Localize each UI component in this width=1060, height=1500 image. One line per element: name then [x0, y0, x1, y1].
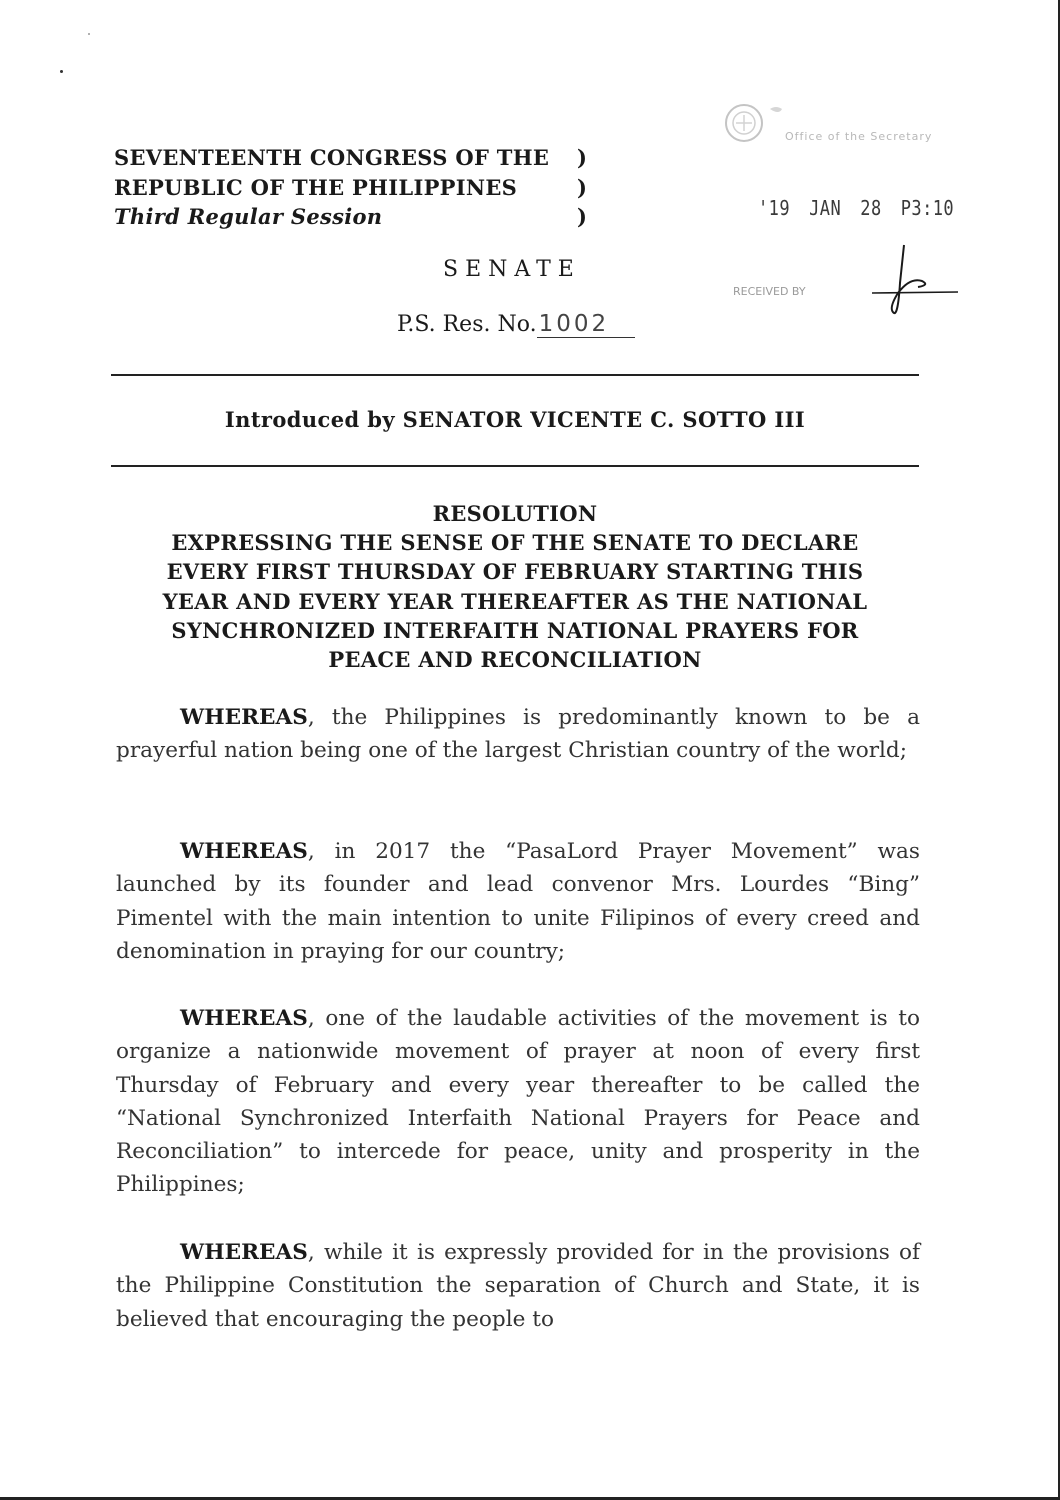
caption-line-congress: SEVENTEENTH CONGRESS OF THE	[114, 145, 550, 170]
resolution-number-value: 1002	[537, 311, 635, 338]
caption-bracket: )	[577, 174, 588, 200]
handwritten-signature	[858, 243, 963, 318]
caption-bracket: )	[577, 145, 588, 170]
resolution-title-line: YEAR AND EVERY YEAR THEREAFTER AS THE NATIONAL	[162, 588, 868, 614]
clause-text: , one of the laudable activities of the movement is to organize a nationwide movement of prayer at noon of every first Thursday of February and every year thereafter to be called the “National Synchronized Interfaith National Prayers for Peace and Reconciliation” to intercede for peace, unity and prosperity in the Philippines;	[116, 1006, 920, 1198]
stamp-received-datetime: '19 JAN 28 P3:10	[758, 196, 955, 220]
resolution-label: RESOLUTION	[432, 501, 598, 526]
resolution-title	[111, 499, 919, 674]
scan-speck	[60, 70, 63, 73]
whereas-clause-2	[116, 835, 920, 968]
caption-line-session: Third Regular Session	[114, 204, 383, 229]
divider-bottom	[111, 465, 919, 467]
stamp-office-text: Office of the Secretary	[785, 130, 933, 143]
whereas-keyword: WHEREAS	[180, 839, 308, 864]
clause-text: , while it is expressly provided for in the provisions of the Philippine Constitution the separation of Church and State, it is believed that encouraging the people to	[116, 1240, 920, 1332]
introduced-by: Introduced by SENATOR VICENTE C. SOTTO III	[224, 407, 806, 432]
caption-line-republic: REPUBLIC OF THE PHILIPPINES	[114, 174, 518, 200]
clause-text: , the Philippines is predominantly known to be a prayerful nation being one of the largest Christian country of the world;	[116, 705, 920, 764]
resolution-title-line: SYNCHRONIZED INTERFAITH NATIONAL PRAYERS FOR	[171, 617, 859, 643]
caption-bracket: )	[577, 204, 588, 229]
whereas-keyword: WHEREAS	[180, 1240, 308, 1265]
whereas-keyword: WHEREAS	[180, 705, 308, 730]
resolution-title-line: EXPRESSING THE SENSE OF THE SENATE TO DECLARE	[171, 530, 859, 556]
whereas-clause-1	[116, 701, 920, 768]
resolution-title-line: PEACE AND RECONCILIATION	[328, 647, 702, 673]
resolution-number	[397, 311, 635, 338]
resolution-title-line: EVERY FIRST THURSDAY OF FEBRUARY STARTING THIS	[166, 559, 864, 585]
resolution-number-prefix: P.S. Res. No.	[397, 312, 537, 337]
chamber-label: SENATE	[443, 257, 581, 282]
divider-top	[111, 374, 919, 376]
congress-caption	[114, 143, 588, 232]
clause-text: , in 2017 the “PasaLord Prayer Movement” was launched by its founder and lead convenor Mrs. Lourdes “Bing” Pimentel with the main intention to unite Filipinos of every creed and denomination in praying for our country;	[116, 839, 920, 964]
stamp-received-label: RECEIVED BY	[733, 285, 806, 298]
whereas-clause-3	[116, 1002, 920, 1202]
whereas-clause-4	[116, 1236, 920, 1336]
scan-speck	[88, 33, 90, 35]
whereas-keyword: WHEREAS	[180, 1006, 308, 1031]
senate-seal-icon	[722, 95, 792, 155]
